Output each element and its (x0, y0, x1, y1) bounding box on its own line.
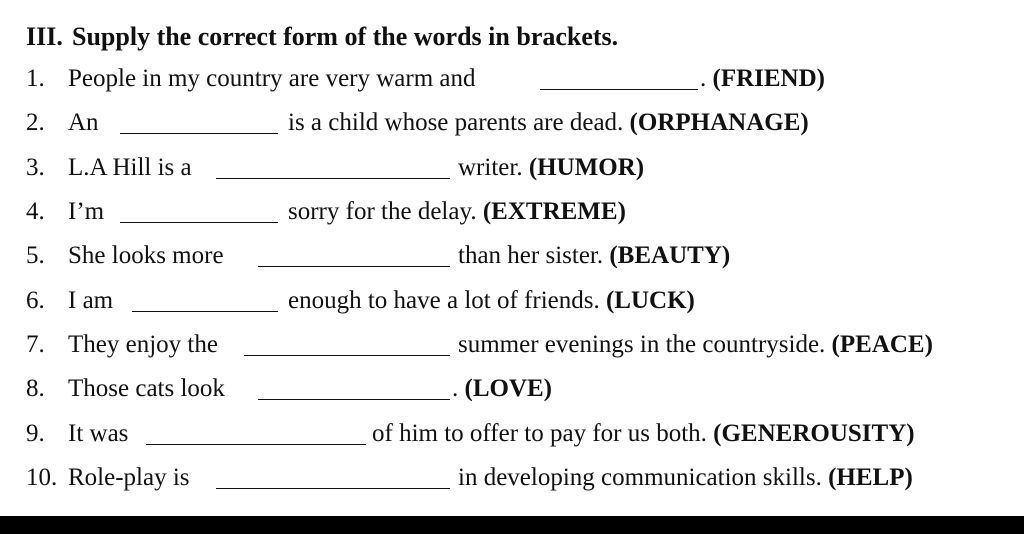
item-text-before: I am (68, 287, 114, 314)
answer-blank[interactable] (216, 178, 450, 179)
item-number: 1. (26, 65, 45, 92)
item-text-before: It was (68, 420, 129, 447)
answer-blank[interactable] (258, 266, 450, 267)
item-number: 6. (26, 287, 45, 314)
exercise-number: III. (26, 22, 63, 51)
item-text-before: People in my country are very warm and (68, 65, 476, 92)
item-number: 10. (26, 464, 58, 491)
exercise-heading (26, 22, 618, 52)
item-keyword: (EXTREME) (482, 198, 626, 225)
item-text-after: enough to have a lot of friends. (LUCK) (288, 287, 695, 314)
item-text-before: Those cats look (68, 375, 225, 402)
item-keyword: (PEACE) (831, 331, 933, 358)
item-text-after: . (LOVE) (452, 375, 552, 402)
answer-blank[interactable] (244, 355, 450, 356)
answer-blank[interactable] (540, 89, 698, 90)
exercise-item-1 (26, 64, 926, 94)
item-number: 7. (26, 331, 45, 358)
item-text-after: sorry for the delay. (EXTREME) (288, 198, 626, 225)
item-text-before: They enjoy the (68, 331, 218, 358)
item-text-before: An (68, 109, 99, 136)
exercise-item-2 (26, 108, 926, 138)
item-number: 4. (26, 198, 45, 225)
exercise-item-4 (26, 197, 926, 227)
exercise-item-8 (26, 374, 926, 404)
exercise-item-3 (26, 153, 926, 183)
item-number: 3. (26, 154, 45, 181)
item-keyword: (BEAUTY) (609, 242, 731, 269)
item-text-after: in developing communication skills. (HELP) (458, 464, 913, 491)
item-number: 2. (26, 109, 45, 136)
exercise-item-6 (26, 286, 926, 316)
item-keyword: (LUCK) (605, 287, 695, 314)
item-text-before: She looks more (68, 242, 224, 269)
answer-blank[interactable] (120, 222, 278, 223)
item-keyword: (ORPHANAGE) (629, 109, 809, 136)
item-number: 8. (26, 375, 45, 402)
item-keyword: (HELP) (828, 464, 913, 491)
item-keyword: (FRIEND) (712, 65, 825, 92)
answer-blank[interactable] (146, 444, 366, 445)
answer-blank[interactable] (216, 488, 450, 489)
answer-blank[interactable] (132, 311, 278, 312)
item-text-after: than her sister. (BEAUTY) (458, 242, 731, 269)
item-text-before: I’m (68, 198, 105, 225)
item-keyword: (LOVE) (464, 375, 552, 402)
item-number: 9. (26, 420, 45, 447)
exercise-item-9 (26, 419, 1006, 449)
item-text-before: Role-play is (68, 464, 190, 491)
exercise-item-5 (26, 241, 926, 271)
item-text-after: . (FRIEND) (700, 65, 825, 92)
item-text-after: writer. (HUMOR) (458, 154, 645, 181)
item-keyword: (GENEROUSITY) (713, 420, 915, 447)
item-text-after: of him to offer to pay for us both. (GENEROUSITY) (372, 420, 915, 447)
item-text-after: summer evenings in the countryside. (PEACE) (458, 331, 933, 358)
exercise-item-10 (26, 463, 1006, 493)
item-number: 5. (26, 242, 45, 269)
bottom-border-bar (0, 516, 1024, 534)
item-text-before: L.A Hill is a (68, 154, 192, 181)
item-keyword: (HUMOR) (528, 154, 645, 181)
item-text-after: is a child whose parents are dead. (ORPHANAGE) (288, 109, 809, 136)
answer-blank[interactable] (258, 399, 450, 400)
exercise-item-7 (26, 330, 1006, 360)
exercise-title: Supply the correct form of the words in brackets. (72, 22, 619, 51)
answer-blank[interactable] (120, 133, 278, 134)
